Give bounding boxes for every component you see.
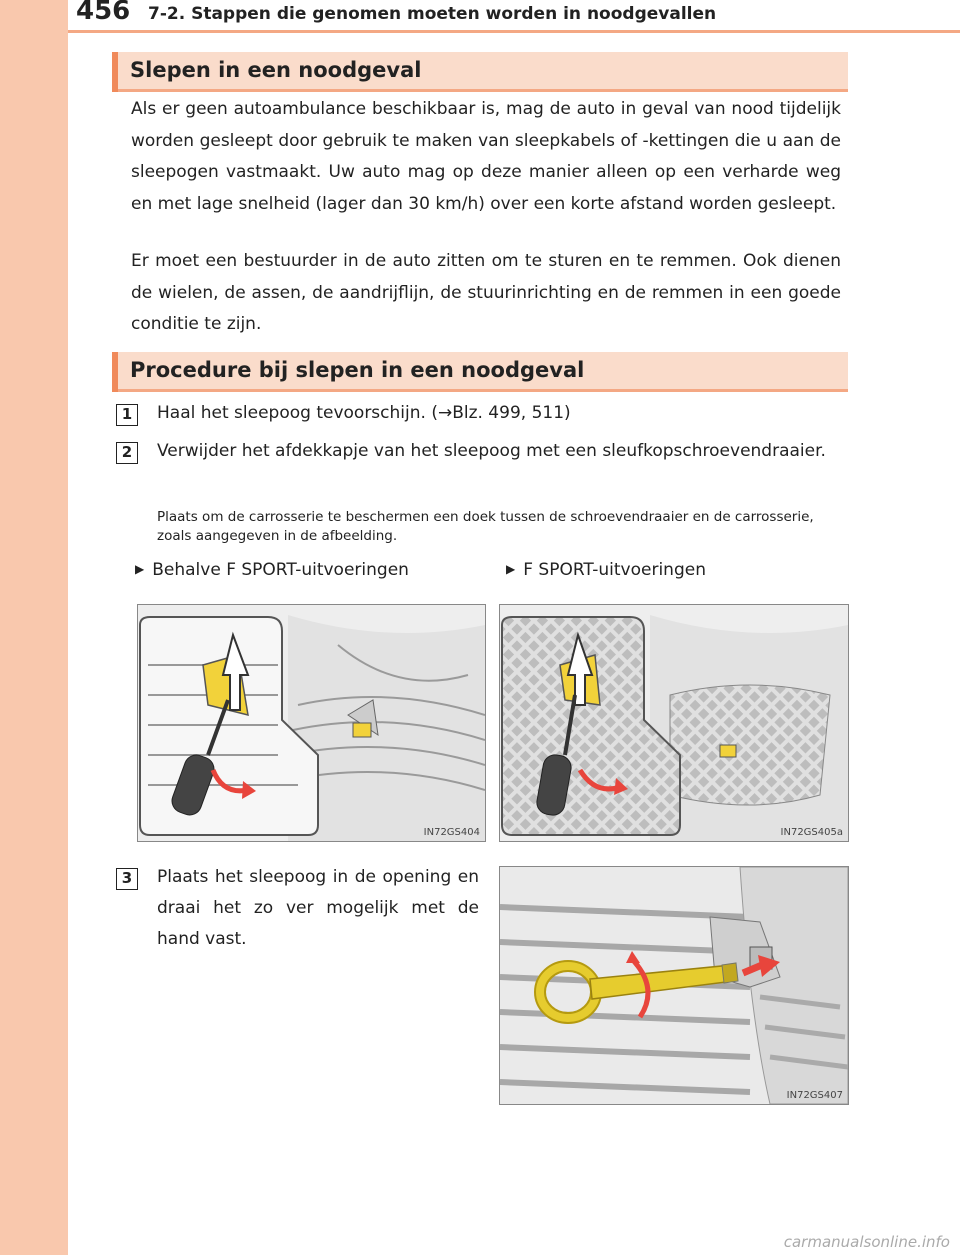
step-number-2: 2 <box>116 442 138 464</box>
step-note-2: Plaats om de carrosserie te beschermen een doek tussen de schroevendraaier en de carrosserie, zoals aangegeven in de afbeelding. <box>157 509 814 544</box>
page-sidebar <box>0 0 68 1255</box>
figure-code: IN72GS404 <box>423 827 480 838</box>
step-text-1: Haal het sleepoog tevoorschijn. (→Blz. 499, 511) <box>157 403 571 423</box>
chapter-title: 7-2. Stappen die genomen moeten worden in noodgevallen <box>148 4 717 24</box>
page-number: 456 <box>76 0 131 26</box>
section-title: Procedure bij slepen in een noodgeval <box>130 358 585 382</box>
triangle-bullet-icon: ▶ <box>506 562 516 576</box>
section-heading-procedure <box>112 352 848 392</box>
step-text-3: Plaats het sleepoog in de opening en draai het zo ver mogelijk met de hand vast. <box>157 867 479 949</box>
towing-paragraph-1: Als er geen autoambulance beschikbaar is, mag de auto in geval van nood tijdelijk worden gesleept door gebruik te maken van sleepkabels of -kettingen die u aan de sleepogen vastmaakt. Uw auto mag op deze manier alleen op een verharde weg en met lage snelheid (lager dan 30 km/h) over een korte afstand worden gesleept. <box>131 99 841 214</box>
variant-label-fsport: ▶ F SPORT-uitvoeringen <box>506 560 706 580</box>
variant-label-standard: ▶ Behalve F SPORT-uitvoeringen <box>135 560 409 580</box>
triangle-bullet-icon: ▶ <box>135 562 145 576</box>
watermark: carmanualsonline.info <box>783 1233 950 1251</box>
step-text-2: Verwijder het afdekkapje van het sleepoog met een sleufkopschroevendraaier. <box>157 441 826 461</box>
header-rule <box>68 30 960 33</box>
step-number-1: 1 <box>116 404 138 426</box>
figure-code: IN72GS407 <box>786 1090 843 1101</box>
section-heading-towing <box>112 52 848 92</box>
figure-fsport-cap-removal <box>499 604 849 842</box>
figure-tow-eye-install <box>499 866 849 1105</box>
figure-standard-cap-removal <box>137 604 486 842</box>
figure-code: IN72GS405a <box>780 827 843 838</box>
step-number-3: 3 <box>116 868 138 890</box>
towing-paragraph-2: Er moet een bestuurder in de auto zitten om te sturen en te remmen. Ook dienen de wielen, de assen, de aandrijflijn, de stuurinrichting en de remmen in een goede conditie te zijn. <box>131 251 841 334</box>
section-title: Slepen in een noodgeval <box>130 58 422 82</box>
